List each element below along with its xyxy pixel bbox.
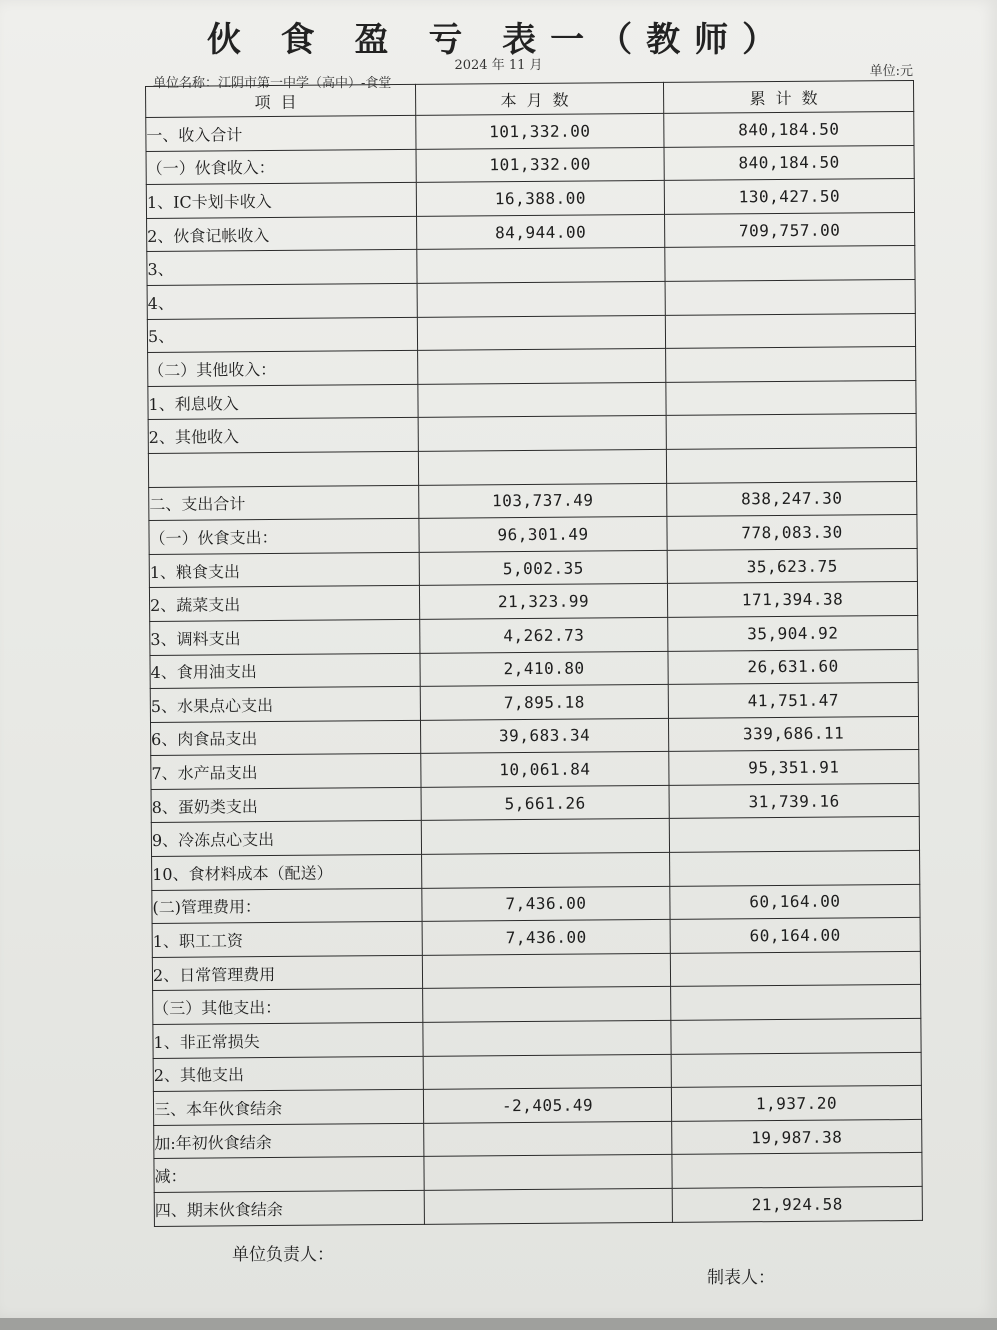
table-body (146, 111, 923, 1226)
row-cumulative-value (665, 246, 915, 282)
row-month-value (424, 1188, 672, 1224)
row-cumulative-value (671, 1018, 921, 1054)
row-month-value: 21,323.99 (419, 584, 667, 620)
row-label: 7、水产品支出 (151, 754, 421, 790)
row-cumulative-value (666, 414, 916, 450)
row-label: 三、本年伙食结余 (153, 1090, 423, 1126)
row-cumulative-value (666, 447, 916, 483)
row-cumulative-value: 19,987.38 (672, 1119, 922, 1155)
row-label: 8、蛋奶类支出 (151, 787, 421, 823)
row-label: 2、其他支出 (153, 1056, 423, 1092)
row-cumulative-value: 339,686.11 (668, 716, 918, 752)
row-label: 6、肉食品支出 (150, 720, 420, 756)
row-cumulative-value: 840,184.50 (664, 145, 914, 181)
row-label: （一）伙食收入： (146, 149, 416, 185)
organization-name: 单位名称：江阴市第一中学（高中）-食堂 (153, 76, 392, 91)
row-label: （二）其他收入： (148, 351, 418, 387)
row-month-value (418, 382, 666, 418)
row-cumulative-value (672, 1153, 922, 1189)
row-month-value (423, 1020, 671, 1056)
row-month-value (423, 987, 671, 1023)
row-cumulative-value: 21,924.58 (672, 1186, 922, 1222)
row-month-value (418, 449, 666, 485)
row-cumulative-value: 778,083.30 (667, 515, 917, 551)
row-cumulative-value: 709,757.00 (665, 212, 915, 248)
row-label: (二)管理费用： (152, 888, 422, 924)
row-cumulative-value: 171,394.38 (667, 582, 917, 618)
row-cumulative-value (671, 985, 921, 1021)
row-month-value: 10,061.84 (421, 752, 669, 788)
row-label: 9、冷冻点心支出 (151, 821, 421, 857)
row-label: 4、 (147, 283, 417, 319)
row-month-value: 7,436.00 (422, 920, 670, 956)
row-label: 减： (154, 1157, 424, 1193)
row-cumulative-value (665, 279, 915, 315)
row-label (148, 451, 418, 487)
row-cumulative-value: 95,351.91 (669, 750, 919, 786)
row-month-value (422, 852, 670, 888)
row-label: 2、蔬菜支出 (149, 586, 419, 622)
currency-unit: 单位:元 (869, 64, 913, 79)
row-label: 2、其他收入 (148, 418, 418, 454)
row-label: 1、职工工资 (152, 922, 422, 958)
row-month-value: 101,332.00 (416, 113, 664, 149)
row-label: 加:年初伙食结余 (154, 1123, 424, 1159)
row-label: 2、日常管理费用 (152, 955, 422, 991)
row-month-value (417, 281, 665, 317)
row-month-value (417, 315, 665, 351)
row-month-value: -2,405.49 (423, 1088, 671, 1124)
preparer-signature: 制表人： (707, 1268, 775, 1288)
row-label: 10、食材料成本（配送） (152, 854, 422, 890)
row-month-value: 103,737.49 (419, 483, 667, 519)
row-label: 1、非正常损失 (153, 1022, 423, 1058)
row-label: 3、调料支出 (150, 619, 420, 655)
row-cumulative-value (670, 951, 920, 987)
row-label: 1、IC卡划卡收入 (146, 183, 416, 219)
row-cumulative-value (671, 1052, 921, 1088)
row-month-value (418, 416, 666, 452)
photo-background (0, 1318, 997, 1330)
row-month-value: 7,436.00 (422, 886, 670, 922)
row-cumulative-value: 35,623.75 (667, 548, 917, 584)
row-cumulative-value: 838,247.30 (667, 481, 917, 517)
row-month-value: 96,301.49 (419, 517, 667, 553)
profit-loss-table (145, 80, 923, 1227)
row-month-value: 84,944.00 (417, 214, 665, 250)
table-row (154, 1186, 922, 1226)
report-date: 2024 年 11 月 (454, 58, 543, 73)
row-month-value (421, 819, 669, 855)
row-month-value (424, 1155, 672, 1191)
header-item: 项目 (146, 84, 416, 117)
row-month-value: 4,262.73 (420, 617, 668, 653)
row-cumulative-value: 60,164.00 (670, 918, 920, 954)
row-label: 1、粮食支出 (149, 552, 419, 588)
row-cumulative-value: 840,184.50 (664, 111, 914, 147)
row-month-value (417, 248, 665, 284)
row-label: 3、 (147, 250, 417, 286)
row-month-value (423, 1054, 671, 1090)
row-month-value: 5,002.35 (419, 550, 667, 586)
row-month-value: 101,332.00 (416, 147, 664, 183)
row-cumulative-value (669, 817, 919, 853)
row-label: （三）其他支出： (153, 989, 423, 1025)
header-month: 本月数 (415, 82, 663, 115)
row-month-value (422, 953, 670, 989)
row-cumulative-value: 60,164.00 (670, 884, 920, 920)
row-month-value (424, 1121, 672, 1157)
row-label: 一、收入合计 (146, 115, 416, 151)
header-cumulative: 累计数 (663, 80, 913, 113)
row-month-value (418, 349, 666, 385)
row-cumulative-value: 35,904.92 (668, 615, 918, 651)
row-cumulative-value (670, 851, 920, 887)
row-label: 2、伙食记帐收入 (147, 216, 417, 252)
row-month-value: 2,410.80 (420, 651, 668, 687)
row-cumulative-value (666, 380, 916, 416)
row-cumulative-value (665, 313, 915, 349)
row-label: 四、期末伙食结余 (154, 1190, 424, 1226)
row-label: 5、水果点心支出 (150, 686, 420, 722)
row-cumulative-value: 1,937.20 (671, 1086, 921, 1122)
row-label: 二、支出合计 (149, 485, 419, 521)
row-month-value: 39,683.34 (420, 718, 668, 754)
page-title: 伙 食 盈 亏 表一（教师） (206, 20, 791, 60)
row-label: 4、食用油支出 (150, 653, 420, 689)
row-label: （一）伙食支出： (149, 518, 419, 554)
row-cumulative-value: 31,739.16 (669, 783, 919, 819)
unit-head-signature: 单位负责人： (232, 1245, 334, 1265)
row-label: 1、利息收入 (148, 384, 418, 420)
row-month-value: 16,388.00 (416, 181, 664, 217)
row-month-value: 5,661.26 (421, 785, 669, 821)
row-cumulative-value: 130,427.50 (664, 179, 914, 215)
row-cumulative-value (666, 347, 916, 383)
row-month-value: 7,895.18 (420, 685, 668, 721)
row-cumulative-value: 26,631.60 (668, 649, 918, 685)
row-cumulative-value: 41,751.47 (668, 683, 918, 719)
row-label: 5、 (147, 317, 417, 353)
